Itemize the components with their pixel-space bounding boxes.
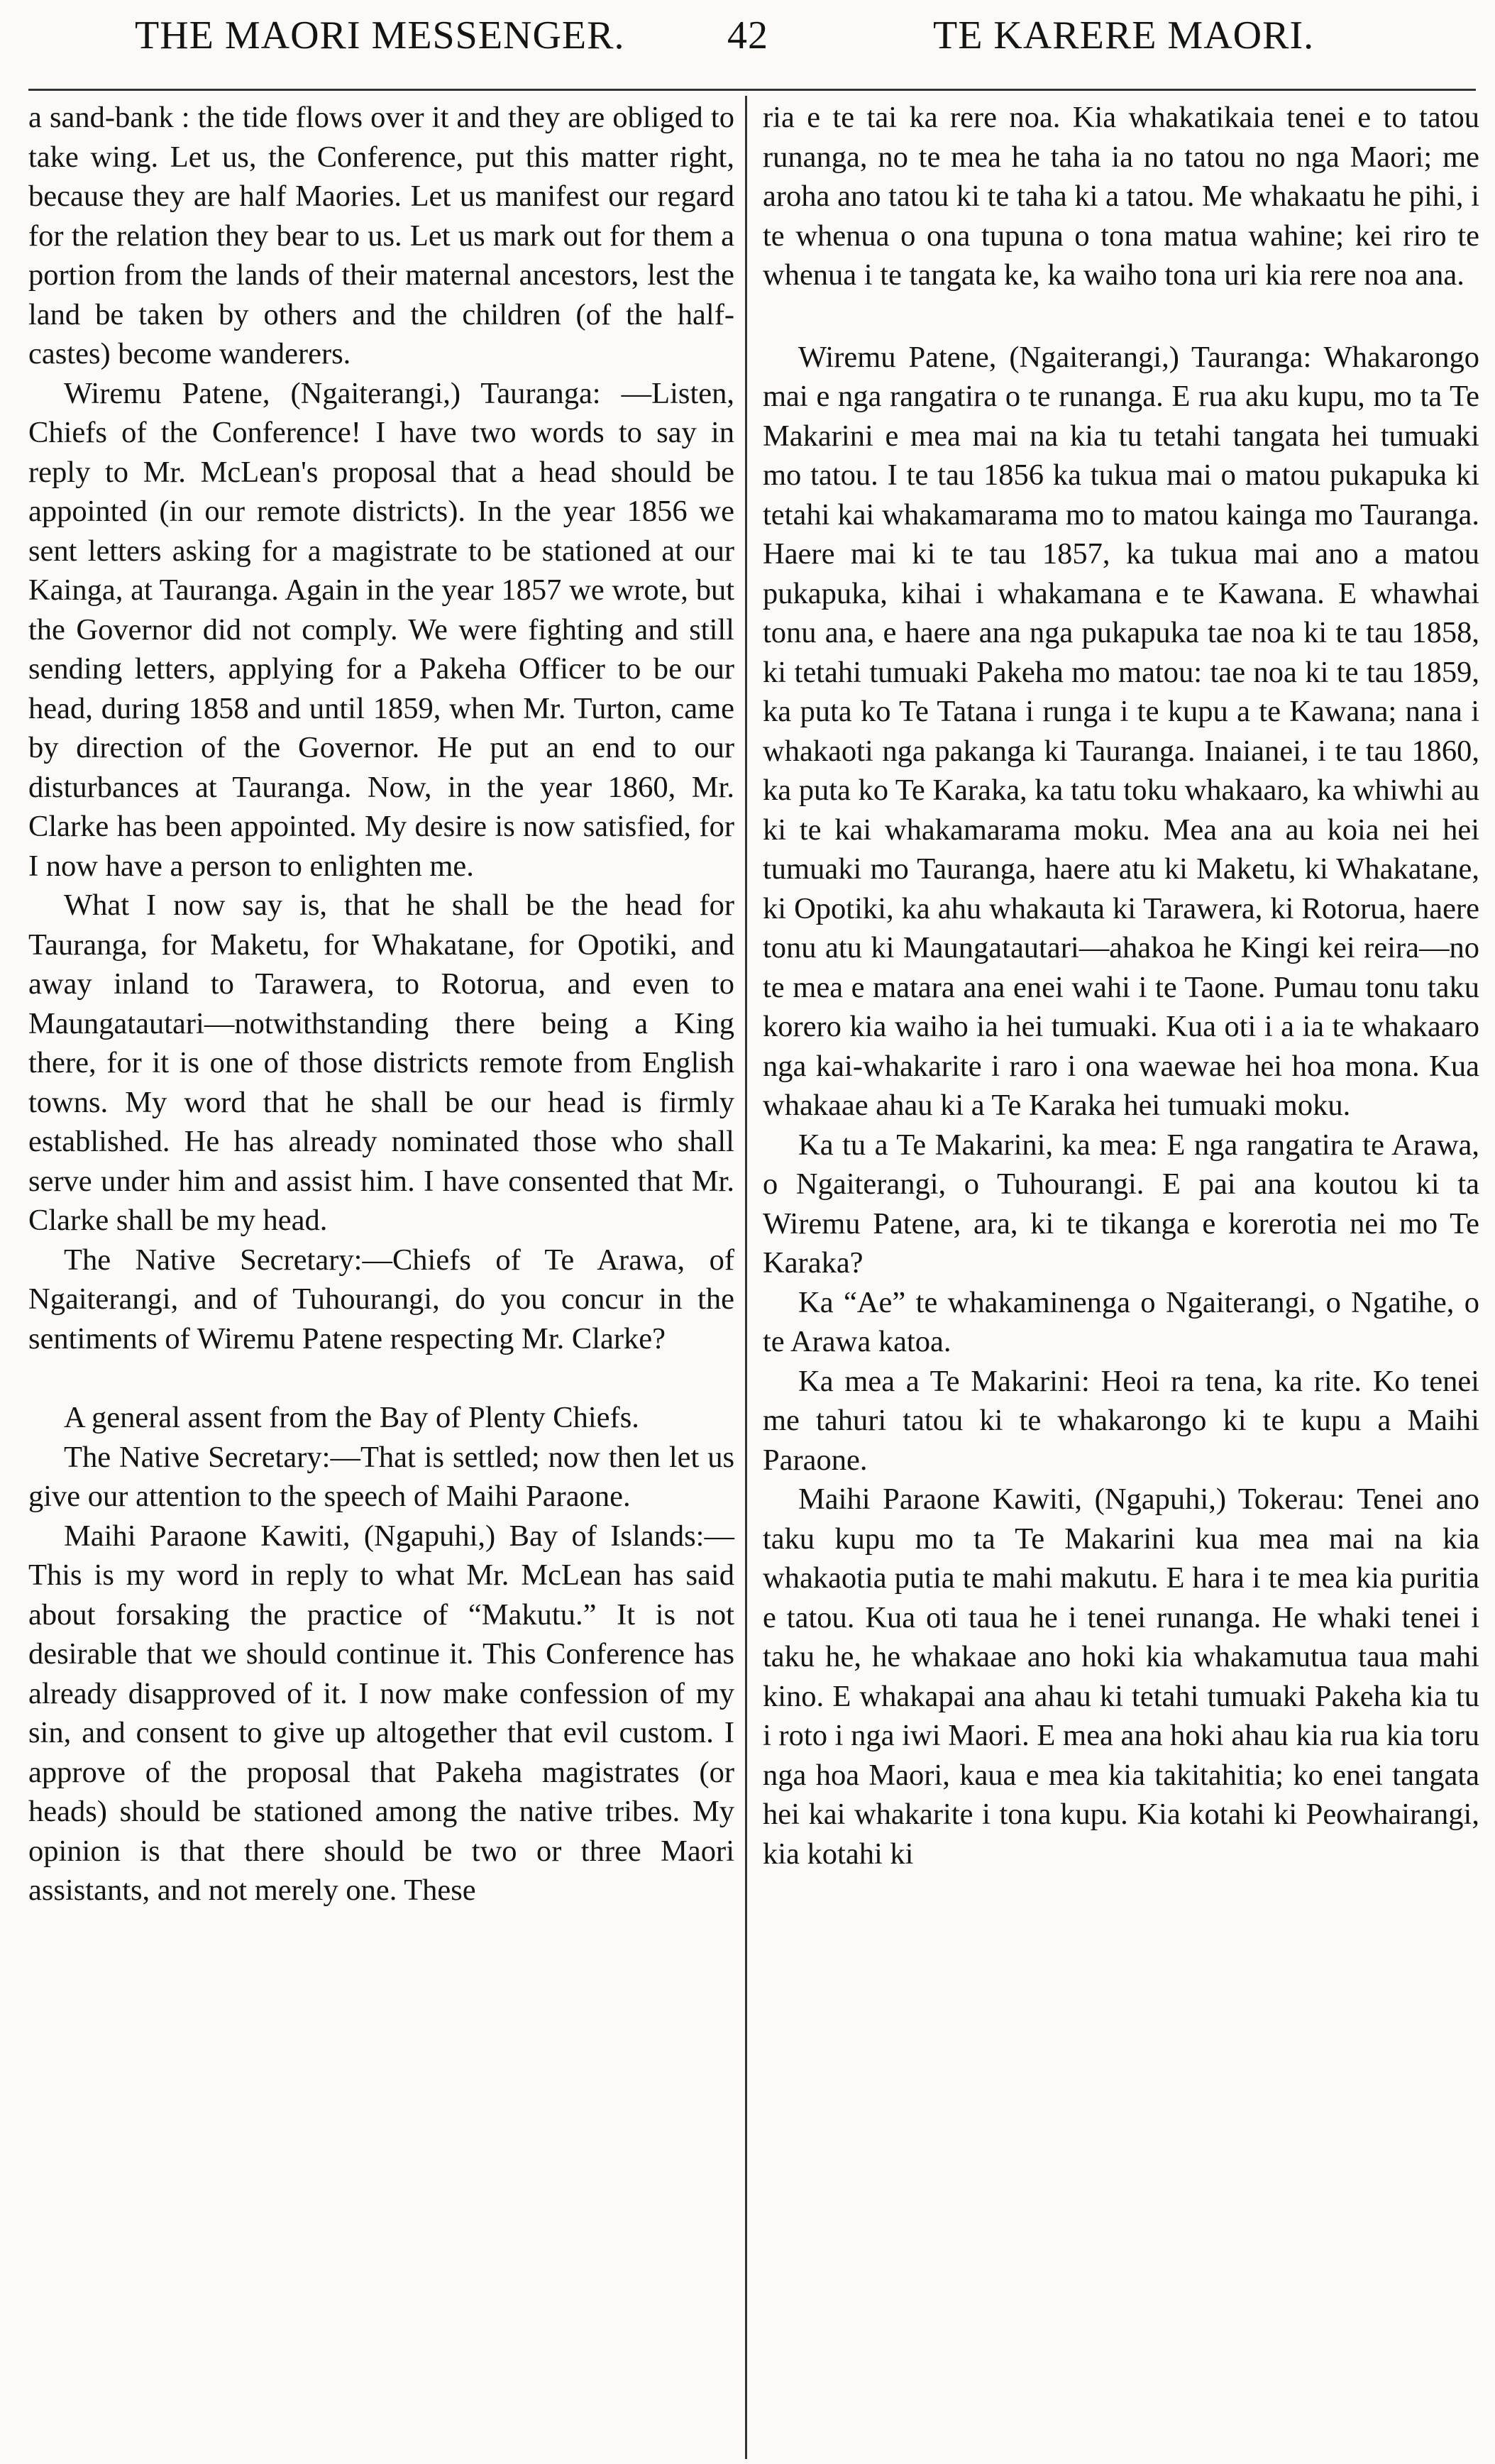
- header-maori-title: TE KARERE MAORI.: [933, 13, 1315, 57]
- page-header: [0, 0, 1495, 89]
- paragraph: ria e te tai ka rere noa. Kia whakatikaia tenei e to tatou runanga, no te mea he taha ia no tatou no nga Maori; me aroha ano tatou ki te taha ki a tatou. Me whakaatu he pihi, i te whenua o ona tupuna o tona matua wahine; kei riro te whenua i te tangata ke, ka waiho tona uri kia rere noa ana.: [763, 101, 1479, 292]
- paragraph: Ka tu a Te Makarini, ka mea: E nga rangatira te Arawa, o Ngaiterangi, o Tuhourangi. E pai ana koutou ki ta Wiremu Patene, ara, ki te tikanga e korerotia nei mo Te Karaka?: [763, 1128, 1479, 1280]
- paragraph: The Native Secretary:—That is settled; now then let us give our attention to the speech of Maihi Paraone.: [28, 1440, 734, 1513]
- paragraph: Ka “Ae” te whakaminenga o Ngaiterangi, o Ngatihe, o te Arawa katoa.: [763, 1285, 1479, 1358]
- paragraph: Wiremu Patene, (Ngaiterangi,) Tauranga: —Listen, Chiefs of the Conference! I have two words to say in reply to Mr. McLean's proposal that a head should be appointed (in our remote districts). In the year 1856 we sent letters asking for a magistrate to be stationed at our Kainga, at Tauranga. Again in the year 1857 we wrote, but the Governor did not comply. We were fighting and still sending letters, applying for a Pakeha Officer to be our head, during 1858 and until 1859, when Mr. Turton, came by direction of the Governor. He put an end to our disturbances at Tauranga. Now, in the year 1860, Mr. Clarke has been appointed. My desire is now satisfied, for I now have a person to enlighten me.: [28, 376, 734, 883]
- paragraph: Maihi Paraone Kawiti, (Ngapuhi,) Bay of Islands:—This is my word in reply to what Mr. McLean has said about forsaking the practice of “Makutu.” It is not desirable that we should continue it. This Conference has already disapproved of it. I now make confession of my sin, and consent to give up altogether that evil custom. I approve of the proposal that Pakeha magistrates (or heads) should be stationed among the native tribes. My opinion is that there should be two or three Maori assistants, and not merely one. These: [28, 1519, 734, 1907]
- paragraph: A general assent from the Bay of Plenty Chiefs.: [64, 1401, 639, 1434]
- paragraph: Maihi Paraone Kawiti, (Ngapuhi,) Tokerau: Tenei ano taku kupu mo ta Te Makarini kua mea mai na kia whakaotia putia te mahi makutu. E hara i te mea kia puritia e tatou. Kua oti taua he i tenei runanga. He whaki tenei i taku he, he whakaae ano hoki kia whakamutua taua mahi kino. E whakapai ana ahau ki tetahi tumuaki Pakeha kia tu i roto i nga iwi Maori. E mea ana hoki ahau kia rua kia toru nga hoa Maori, kaua e mea kia takitahitia; ko enei tangata hei kai whakarite i tona kupu. Kia kotahi ki Peowhairangi, kia kotahi ki: [763, 1483, 1479, 1871]
- english-column: [28, 98, 734, 1910]
- header-english-title: THE MAORI MESSENGER.: [135, 13, 625, 57]
- paragraph: Ka mea a Te Makarini: Heoi ra tena, ka rite. Ko tenei me tahuri tatou ki te whakarongo ki te kupu a Maihi Paraone.: [763, 1364, 1479, 1477]
- header-rule: [28, 89, 1476, 91]
- paragraph: What I now say is, that he shall be the head for Tauranga, for Maketu, for Whakatane, for Opotiki, and away inland to Tarawera, to Rotorua, and even to Maungatautari—notwithstanding there being a King there, for it is one of those districts remote from English towns. My word that he shall be our head is firmly established. He has already nominated those who shall serve under him and assist him. I have consented that Mr. Clarke shall be my head.: [28, 889, 734, 1237]
- paragraph: a sand-bank : the tide flows over it and they are obliged to take wing. Let us, the Conference, put this matter right, because they are half Maories. Let us manifest our regard for the relation they bear to us. Let us mark out for them a portion from the lands of their maternal ancestors, lest the land be taken by others and the children (of the half-castes) become wanderers.: [28, 101, 734, 370]
- maori-column: [763, 98, 1479, 1874]
- column-divider: [745, 96, 747, 2459]
- page-number: 42: [727, 13, 768, 57]
- paragraph: The Native Secretary:—Chiefs of Te Arawa, of Ngaiterangi, and of Tuhourangi, do you concur in the sentiments of Wiremu Patene respecting Mr. Clarke?: [28, 1243, 734, 1355]
- paragraph: Wiremu Patene, (Ngaiterangi,) Tauranga: Whakarongo mai e nga rangatira o te runanga. E rua aku kupu, mo ta Te Makarini e mea mai na kia tu tetahi tangata hei tumuaki mo tatou. I te tau 1856 ka tukua mai o matou pukapuka ki tetahi kai whakamarama mo to matou kainga mo Tauranga. Haere mai ki te tau 1857, ka tukua mai ano a matou pukapuka, kihai i whakamana e te Kawana. E whawhai tonu ana, e haere ana nga pukapuka tae noa ki te tau 1858, ki tetahi tumuaki Pakeha mo matou: tae noa ki te tau 1859, ka puta ko Te Tatana i runga i te kupu a te Kawana; nana i whakaoti nga pakanga ki Tauranga. Inaianei, i te tau 1860, ka puta ko Te Karaka, ka tatu toku whakaaro, ka whiwhi au ki te kai whakamarama moku. Mea ana au koia nei hei tumuaki mo Tauranga, haere atu ki Maketu, ki Whakatane, ki Opotiki, ka ahu whakauta ki Tarawera, ki Rotorua, haere tonu atu ki Maungatautari—ahakoa he Kingi kei reira—no te mea e matara ana enei wahi i te Taone. Pumau tonu taku korero kia waiho ia hei tumuaki. Kua oti i a ia te whakaaro nga kai-whakarite i raro i ona waewae hei hoa mona. Kua whakaae ahau ki a Te Karaka hei tumuaki moku.: [763, 340, 1479, 1122]
